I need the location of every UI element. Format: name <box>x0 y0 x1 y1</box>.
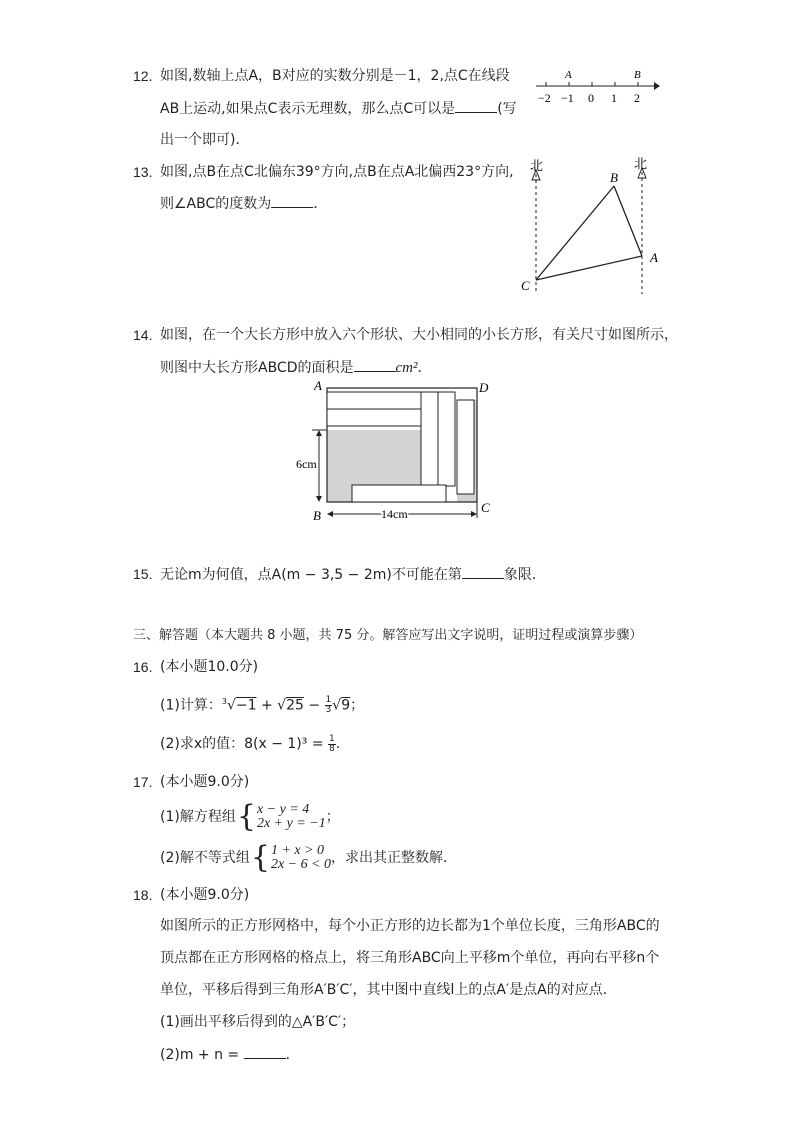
q17-part2-label: (2)解不等式组 <box>160 850 250 866</box>
q13-answer-blank[interactable] <box>271 193 313 208</box>
segment-ca <box>536 256 642 280</box>
dim-width-arrow-right <box>471 511 477 517</box>
q14-number: 14. <box>133 327 153 343</box>
system-brace-2: { <box>250 840 270 875</box>
fraction-denominator: 3 <box>325 705 332 716</box>
sqrt-sign-2: √ <box>332 697 342 714</box>
dim-height-label: 6cm <box>296 457 317 471</box>
q17-part2 <box>160 841 457 875</box>
rectangle-figure <box>292 378 500 524</box>
corner-b-label: B <box>313 508 321 523</box>
cube-root-arg: −1 <box>235 697 257 714</box>
tick-label-neg1: −1 <box>561 91 574 105</box>
inequality-system <box>271 844 331 872</box>
q15-line <box>160 564 546 585</box>
point-a-label: A <box>565 69 572 81</box>
vertex-b-label: B <box>610 170 618 185</box>
q18-line3: 单位，平移后得到三角形A′B′C′，其中图中直线l上的点A′是点A的对应点． <box>160 982 617 998</box>
dim-width-arrow-left <box>327 511 333 517</box>
q16-score: (本小题10.0分) <box>160 659 259 675</box>
small-rect-5 <box>457 400 474 494</box>
q13-line2-text: 则∠ABC的度数为 <box>160 196 272 212</box>
small-rect-3 <box>421 392 438 486</box>
q16-part2-end: . <box>335 736 341 752</box>
small-rect-6 <box>352 485 446 502</box>
sqrt-arg-9: 9 <box>341 697 351 714</box>
q13-line2-end: ． <box>313 196 328 212</box>
q17-score: (本小题9.0分) <box>160 774 250 790</box>
q12-line3: 出一个即可)． <box>160 132 250 148</box>
north-label-a: 北 <box>634 157 648 172</box>
q17-part1 <box>160 800 340 834</box>
tick-label-2: 2 <box>634 91 640 105</box>
vertex-a-label: A <box>650 250 658 265</box>
dim-height-arrow-bottom <box>316 496 322 502</box>
q18-score: (本小题9.0分) <box>160 887 250 903</box>
q13-line2 <box>160 193 327 214</box>
q16-part2-text: (2)求x的值：8(x − 1)³ = <box>160 736 329 752</box>
q12-line2-text: AB上运动,如果点C表示无理数，那么点C可以是 <box>160 101 456 117</box>
corner-c-label: C <box>481 500 490 515</box>
dim-width-label: 14cm <box>381 507 408 521</box>
q18-line2: 顶点都在正方形网格的格点上，将三角形ABC向上平移m个单位，再向右平移n个 <box>160 950 660 966</box>
q16-part1-end: ； <box>350 697 365 714</box>
q15-text: 无论m为何值，点A(m − 3,5 − 2m)不可能在第 <box>160 567 462 583</box>
small-rect-1 <box>327 392 421 409</box>
fraction-numerator: 1 <box>329 733 335 744</box>
inequality-2: 2x − 6 < 0 <box>270 857 332 872</box>
q12-line1: 如图,数轴上点A，B对应的实数分别是－1，2,点C在线段 <box>160 68 510 84</box>
q17-part2-end: ，求出其正整数解． <box>331 850 458 866</box>
corner-a-label: A <box>314 378 322 393</box>
system-brace: { <box>236 799 256 834</box>
small-rect-4 <box>438 392 455 486</box>
q15-answer-blank[interactable] <box>462 564 504 579</box>
sqrt-arg-25: 25 <box>286 697 304 714</box>
q16-part1 <box>160 692 364 716</box>
inequality-1: 1 + x > 0 <box>270 843 325 858</box>
cube-root-index: 3 <box>221 697 227 706</box>
tick-label-1: 1 <box>611 91 617 105</box>
equation-system <box>257 803 326 831</box>
small-rect-2 <box>327 409 421 426</box>
q13-line1: 如图,点B在点C北偏东39°方向,点B在点A北偏西23°方向, <box>160 164 514 180</box>
q18-part2 <box>160 1044 300 1065</box>
q18-answer-blank[interactable] <box>244 1044 286 1059</box>
q17-part1-label: (1)解方程组 <box>160 809 236 825</box>
q16-part2 <box>160 734 340 754</box>
north-label-c: 北 <box>530 159 544 174</box>
q14-answer-blank[interactable] <box>354 357 396 372</box>
minus-sign: − <box>303 697 325 714</box>
q14-line2-end: ． <box>417 360 432 376</box>
corner-d-label: D <box>479 380 489 395</box>
segment-ba <box>614 186 642 256</box>
q17-part1-end: ； <box>325 809 340 825</box>
q15-number: 15. <box>133 566 153 582</box>
fraction-one-eighth <box>328 735 336 754</box>
q16-number: 16. <box>133 659 153 675</box>
plus-sign: + <box>256 697 278 714</box>
q14-line2 <box>160 357 432 378</box>
point-b-label: B <box>634 69 641 81</box>
tick-label-0: 0 <box>588 91 594 105</box>
q18-part1: (1)画出平移后得到的△A′B′C′； <box>160 1014 356 1030</box>
tick-label-neg2: −2 <box>538 91 551 105</box>
number-line-figure <box>532 64 662 108</box>
vertex-c-label: C <box>521 278 530 293</box>
q12-number: 12. <box>133 68 153 84</box>
q12-line2-end: (写 <box>497 101 517 117</box>
q18-part2-text: (2)m + n = <box>160 1047 244 1063</box>
q14-unit: cm² <box>395 360 418 376</box>
q12-line2 <box>160 98 517 119</box>
q18-line1: 如图所示的正方形网格中，每个小正方形的边长都为1个单位长度，三角形ABC的 <box>160 918 660 934</box>
number-line-arrow <box>654 82 660 90</box>
equation-2: 2x + y = −1 <box>256 816 326 831</box>
q18-part2-end: ． <box>285 1047 300 1063</box>
q17-number: 17. <box>133 774 153 790</box>
section-3-heading: 三、解答题（本大题共 8 小题，共 75 分。解答应写出文字说明，证明过程或演算步骤） <box>133 628 643 643</box>
q15-text-end: 象限． <box>503 567 546 583</box>
fraction-denominator: 8 <box>329 743 335 754</box>
q16-part1-label: (1)计算： <box>160 697 222 714</box>
q14-line1: 如图，在一个大长方形中放入六个形状、大小相同的小长方形，有关尺寸如图所示， <box>160 327 678 343</box>
q13-number: 13. <box>133 164 153 180</box>
cube-root-sign: √ <box>226 697 236 714</box>
q14-line2-text: 则图中大长方形ABCD的面积是 <box>160 360 354 376</box>
dim-height-arrow-top <box>316 430 322 436</box>
bearing-figure <box>510 156 670 298</box>
fraction-numerator: 1 <box>325 695 332 706</box>
sqrt-sign: √ <box>277 697 287 714</box>
q18-number: 18. <box>133 887 153 903</box>
segment-cb <box>536 186 614 280</box>
equation-1: x − y = 4 <box>256 802 310 817</box>
q12-answer-blank[interactable] <box>455 98 497 113</box>
